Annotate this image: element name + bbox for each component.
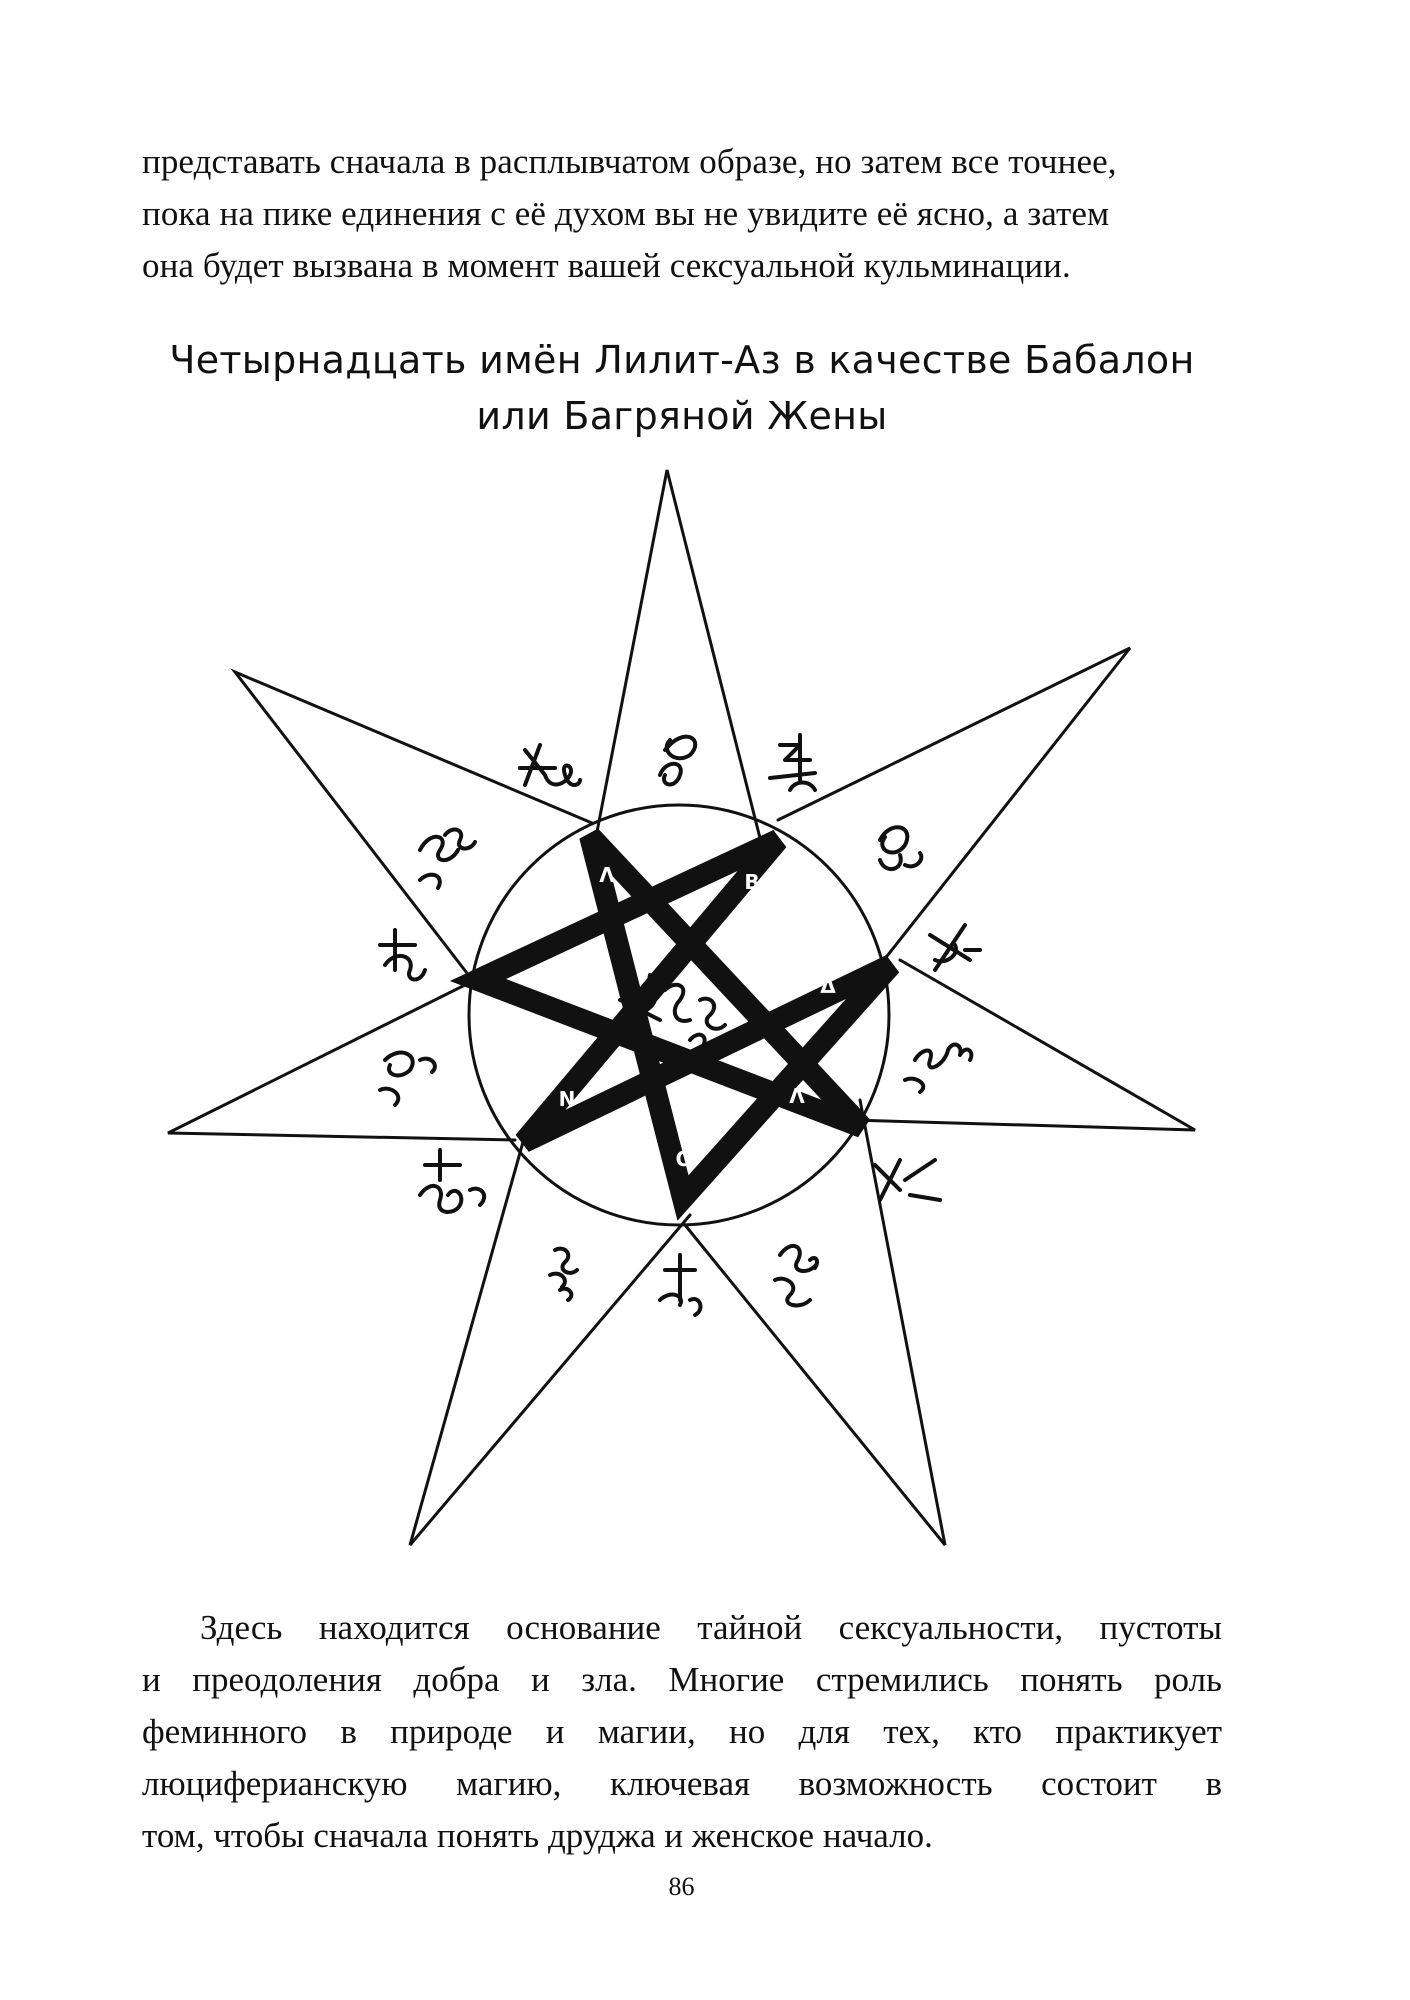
paragraph-line: она будет вызвана в момент вашей сексуальной кульминации. bbox=[142, 246, 1071, 285]
star-ray bbox=[850, 960, 1195, 1130]
paragraph-line: феминного в природе и магии, но для тех, кто практикует bbox=[142, 1712, 1222, 1751]
paragraph-line: Здесь находится основание тайной сексуальности, пустоты bbox=[200, 1608, 1222, 1647]
sigil bbox=[770, 735, 815, 790]
sigil bbox=[875, 1160, 940, 1200]
paragraph-line: пока на пике единения с её духом вы не увидите её ясно, а затем bbox=[142, 194, 1110, 233]
heading-line: или Багряной Жены bbox=[476, 394, 888, 438]
sigil bbox=[660, 737, 695, 785]
star-letter: B bbox=[744, 870, 760, 894]
star-ray bbox=[590, 470, 761, 868]
sigil bbox=[550, 1249, 577, 1300]
star-letter: Δ bbox=[820, 974, 836, 998]
sigil bbox=[380, 1053, 435, 1105]
paragraph-line: представать сначала в расплывчатом образе, но затем все точнее, bbox=[142, 142, 1117, 181]
paragraph-bottom bbox=[142, 1602, 1222, 1862]
paragraph-line: том, чтобы сначала понять друджа и женское начало. bbox=[142, 1816, 933, 1855]
sigil bbox=[930, 925, 980, 970]
sigil bbox=[660, 1255, 700, 1315]
sigil bbox=[420, 830, 475, 888]
sigil bbox=[520, 745, 580, 785]
sigil bbox=[905, 1045, 971, 1092]
sigil bbox=[880, 827, 921, 869]
sigil bbox=[775, 1246, 817, 1306]
page-number: 86 bbox=[668, 1872, 695, 1901]
star-letter: O bbox=[675, 1147, 693, 1171]
paragraph-line: люциферианскую магию, ключевая возможность состоит в bbox=[142, 1764, 1222, 1803]
sigil bbox=[380, 930, 425, 979]
paragraph-line: и преодоления добра и зла. Многие стремились понять роль bbox=[142, 1660, 1222, 1699]
star-letter: B bbox=[532, 966, 548, 990]
star-letter: N bbox=[558, 1087, 576, 1111]
star-ray bbox=[168, 975, 515, 1140]
star-letter: Λ bbox=[599, 863, 615, 887]
heading-line: Четырнадцать имён Лилит-Аз в качестве Бабалон bbox=[169, 338, 1195, 382]
sigil bbox=[420, 1150, 484, 1212]
star-letter: Λ bbox=[789, 1084, 805, 1108]
